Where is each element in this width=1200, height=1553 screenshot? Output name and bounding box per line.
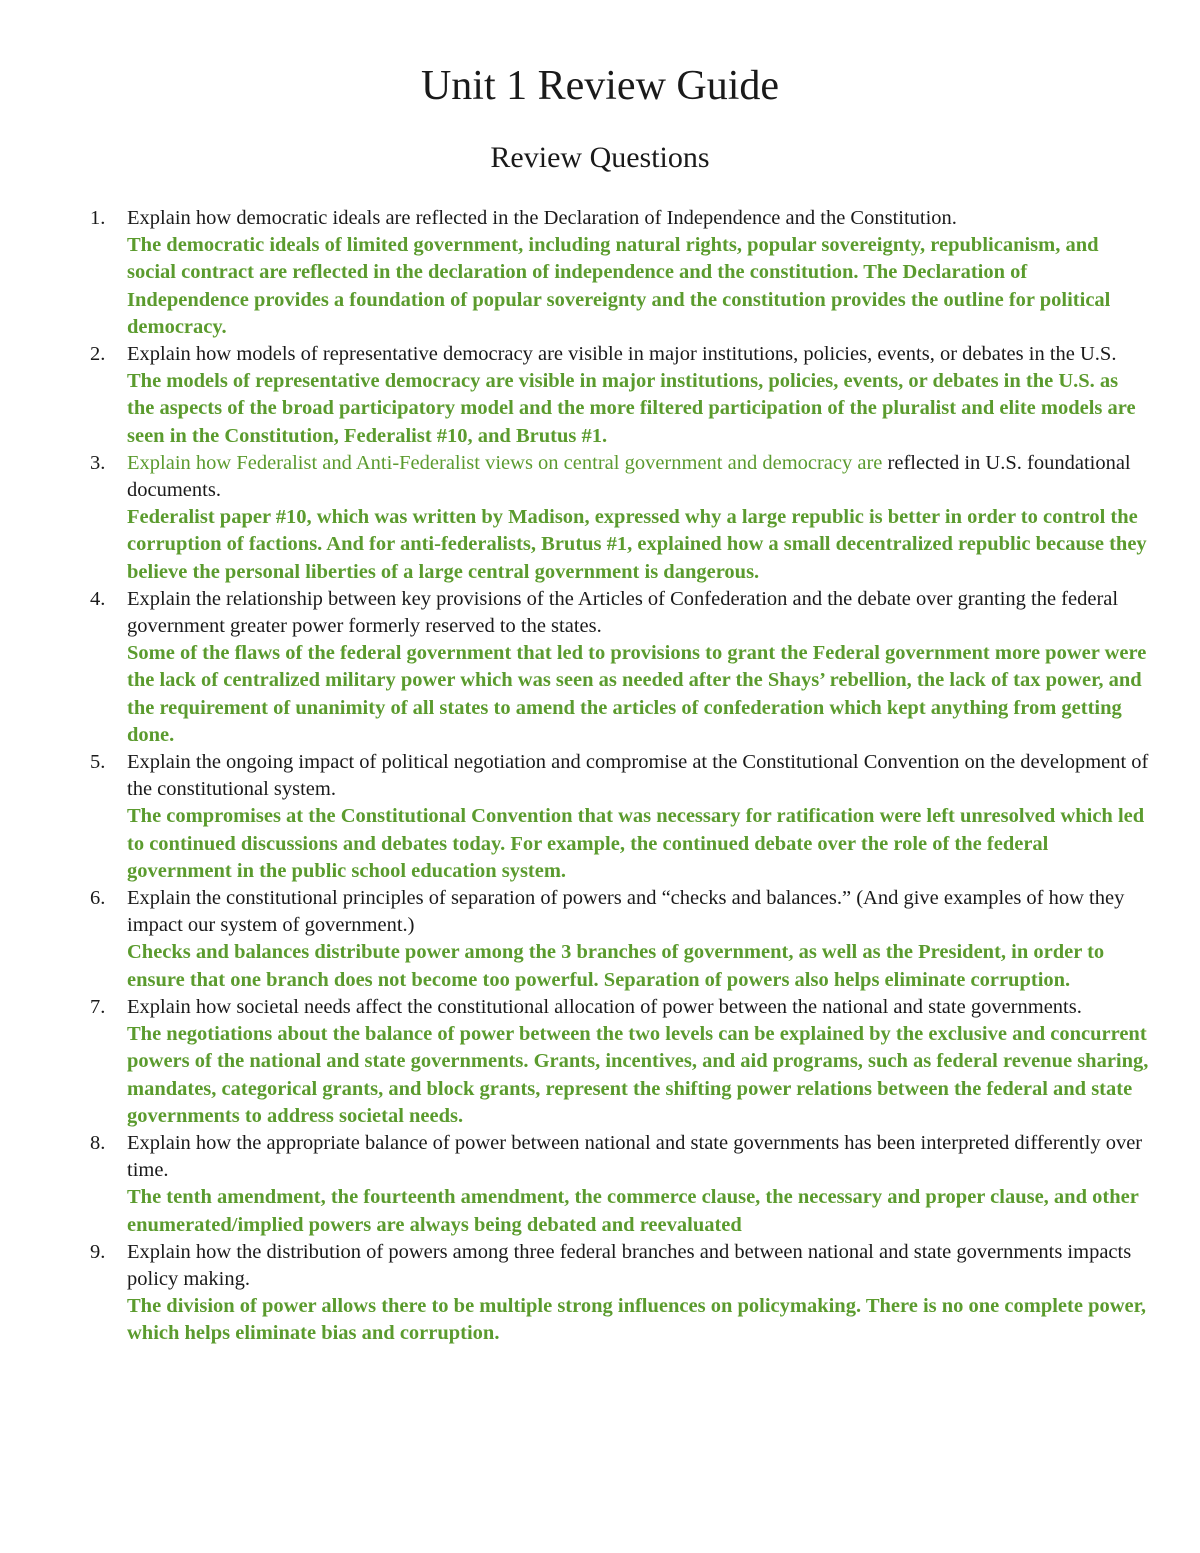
question-item-1 — [0, 205, 1200, 341]
answer-text: The democratic ideals of limited government, including natural rights, popular sovereignty, republicanism, and social contract are reflected in the declaration of independence and the constitution. The Declaration of Independence provides a foundation of popular sovereignty and the constitution provides the outline for political democracy. — [127, 234, 1111, 338]
question-item-2 — [0, 341, 1200, 450]
question-text: Explain how the distribution of powers among three federal branches and between national and state governments impacts policy making. — [127, 1240, 1132, 1290]
page-subtitle: Review Questions — [490, 141, 710, 174]
question-number: 1. — [90, 207, 106, 229]
question-item-9 — [0, 1239, 1200, 1348]
answer-text: The models of representative democracy are visible in major institutions, policies, events, or debates in the U.S. as the aspects of the broad participatory model and the more filtered participation of the pluralist and elite models are seen in the Constitution, Federalist #10, and Brutus #1. — [127, 370, 1136, 447]
answer-text: Some of the flaws of the federal government that led to provisions to grant the Federal government more power were the lack of centralized military power which was seen as needed after the Shays’ rebellion, the lack of tax power, and the requirement of unanimity of all states to amend the articles of confederation which kept anything from getting done. — [127, 642, 1147, 746]
answer-text: Federalist paper #10, which was written by Madison, expressed why a large republic is better in order to control the corruption of factions. And for anti-federalists, Brutus #1, explained how a small decentralized republic because they believe the personal liberties of a large central government is dangerous. — [127, 506, 1147, 583]
question-item-7 — [0, 994, 1200, 1130]
answer-text: The division of power allows there to be multiple strong influences on policymaking. There is no one complete power, which helps eliminate bias and corruption. — [127, 1295, 1146, 1345]
question-text: Explain how societal needs affect the constitutional allocation of power between the national and state governments. — [127, 995, 1082, 1018]
page-title: Unit 1 Review Guide — [420, 63, 780, 109]
question-number: 3. — [90, 451, 106, 474]
question-list — [0, 205, 1200, 1348]
question-number: 5. — [90, 751, 106, 774]
question-text: Explain the constitutional principles of separation of powers and “checks and balances.” (And give examples of how they impact our system of government.) — [127, 887, 1125, 937]
question-text: Explain how democratic ideals are reflected in the Declaration of Independence and the Constitution. — [127, 207, 957, 229]
question-item-8 — [0, 1130, 1200, 1239]
question-item-3 — [0, 450, 1200, 586]
question-text-highlighted: Explain how Federalist and Anti-Federalist views on central government and democracy are — [127, 451, 883, 474]
question-number: 9. — [90, 1240, 106, 1263]
question-text: Explain how the appropriate balance of power between national and state governments has been interpreted differently over time. — [127, 1131, 1143, 1182]
answer-text: The tenth amendment, the fourteenth amendment, the commerce clause, the necessary and proper clause, and other enumerated/implied powers are always being debated and reevaluated — [127, 1186, 1139, 1236]
question-text: Explain the relationship between key provisions of the Articles of Confederation and the debate over granting the federal government greater power formerly reserved to the states. — [127, 587, 1119, 638]
question-number: 6. — [90, 887, 106, 910]
question-item-4 — [0, 586, 1200, 749]
answer-text: Checks and balances distribute power among the 3 branches of government, as well as the President, in order to ensure that one branch does not become too powerful. Separation of powers also helps eliminate corruption. — [127, 941, 1105, 991]
question-number: 4. — [90, 587, 106, 610]
question-text-rest: reflected in U.S. foundational documents. — [127, 451, 1131, 502]
answer-text: The compromises at the Constitutional Convention that was necessary for ratification were left unresolved which led to continued discussions and debates today. For example, the continued debate over the role of the federal government in the public school education system. — [127, 805, 1145, 882]
question-number: 7. — [90, 995, 106, 1018]
question-text: Explain how models of representative democracy are visible in major institutions, policies, events, or debates in the U.S. — [127, 343, 1117, 366]
question-item-6 — [0, 885, 1200, 994]
question-number: 2. — [90, 343, 106, 366]
question-item-5 — [0, 749, 1200, 885]
question-text — [127, 450, 1150, 504]
question-number: 8. — [90, 1131, 106, 1154]
question-text: Explain the ongoing impact of political negotiation and compromise at the Constitutional Convention on the development of the constitutional system. — [127, 751, 1149, 801]
answer-text: The negotiations about the balance of power between the two levels can be explained by the exclusive and concurrent powers of the national and state governments. Grants, incentives, and aid programs, such as federal revenue sharing, mandates, categorical grants, and block grants, represent the shifting power relations between the federal and state governments to address societal needs. — [127, 1023, 1149, 1127]
